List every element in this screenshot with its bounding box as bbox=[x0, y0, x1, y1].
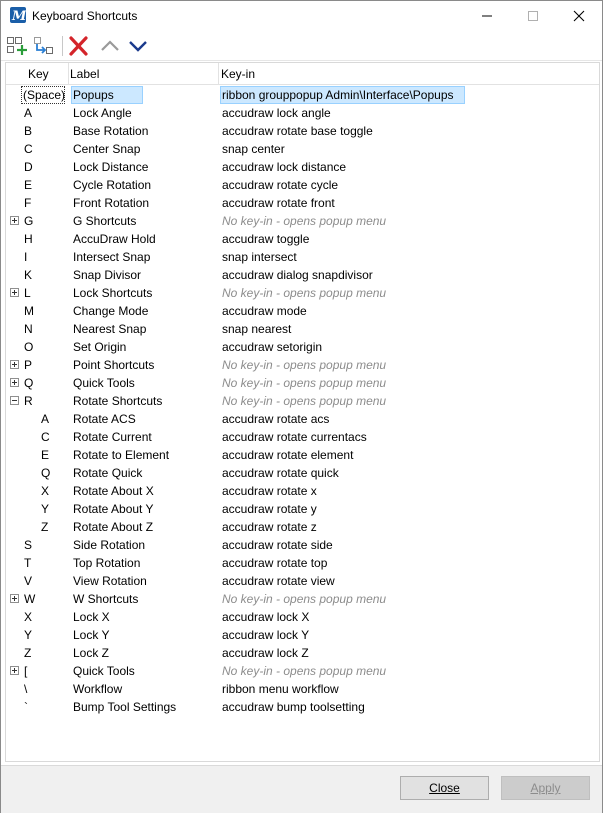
shortcut-key: H bbox=[24, 232, 33, 246]
table-row[interactable] bbox=[6, 104, 599, 122]
table-row[interactable] bbox=[6, 302, 599, 320]
shortcut-keyin: accudraw rotate front bbox=[222, 196, 335, 210]
shortcut-keyin: snap intersect bbox=[222, 250, 297, 264]
shortcut-key: [ bbox=[24, 664, 28, 678]
table-row[interactable] bbox=[6, 662, 599, 680]
microstation-icon bbox=[10, 7, 26, 23]
add-child-shortcut-button[interactable] bbox=[32, 34, 58, 58]
shortcut-label: W Shortcuts bbox=[73, 592, 139, 606]
shortcut-keyin: No key-in - opens popup menu bbox=[222, 376, 387, 390]
shortcut-key: E bbox=[41, 448, 50, 462]
column-header-keyin[interactable]: Key-in bbox=[221, 67, 256, 81]
shortcut-key: A bbox=[24, 106, 33, 120]
shortcut-label: Lock Shortcuts bbox=[73, 286, 153, 300]
shortcut-label: Rotate ACS bbox=[73, 412, 136, 426]
shortcut-keyin: accudraw rotate quick bbox=[222, 466, 339, 480]
shortcut-label: Point Shortcuts bbox=[73, 358, 155, 372]
shortcut-keyin: accudraw lock angle bbox=[222, 106, 331, 120]
shortcut-label: Cycle Rotation bbox=[73, 178, 152, 192]
shortcut-label: Nearest Snap bbox=[73, 322, 147, 336]
expand-icon[interactable] bbox=[10, 288, 19, 297]
shortcut-label: Popups bbox=[73, 88, 114, 102]
shortcut-keyin: ribbon grouppopup Admin\Interface\Popups bbox=[222, 88, 454, 102]
table-row[interactable] bbox=[6, 518, 599, 536]
shortcut-label: Top Rotation bbox=[73, 556, 141, 570]
shortcut-keyin: accudraw lock Y bbox=[222, 628, 310, 642]
table-row[interactable] bbox=[6, 248, 599, 266]
delete-button[interactable] bbox=[66, 34, 92, 58]
shortcut-keyin: No key-in - opens popup menu bbox=[222, 358, 387, 372]
window-title: Keyboard Shortcuts bbox=[32, 9, 138, 23]
shortcut-keyin: No key-in - opens popup menu bbox=[222, 214, 387, 228]
table-row[interactable] bbox=[6, 338, 599, 356]
shortcut-keyin: ribbon menu workflow bbox=[222, 682, 339, 696]
maximize-button[interactable] bbox=[510, 1, 556, 31]
svg-text:M: M bbox=[12, 9, 26, 23]
shortcut-label: Front Rotation bbox=[73, 196, 150, 210]
close-button-label: Close bbox=[429, 781, 460, 795]
shortcut-keyin: accudraw mode bbox=[222, 304, 307, 318]
shortcut-label: Rotate About Z bbox=[73, 520, 154, 534]
shortcut-keyin: accudraw rotate top bbox=[222, 556, 328, 570]
shortcut-key: O bbox=[24, 340, 34, 354]
shortcut-label: G Shortcuts bbox=[73, 214, 137, 228]
shortcut-keyin: accudraw rotate x bbox=[222, 484, 317, 498]
table-row[interactable] bbox=[6, 158, 599, 176]
shortcut-label: Rotate About Y bbox=[73, 502, 154, 516]
shortcut-label: Rotate to Element bbox=[73, 448, 170, 462]
close-icon bbox=[573, 10, 585, 22]
shortcut-key: X bbox=[41, 484, 50, 498]
shortcut-key: T bbox=[24, 556, 32, 570]
shortcut-keyin: accudraw lock Z bbox=[222, 646, 309, 660]
shortcut-label: Side Rotation bbox=[73, 538, 146, 552]
shortcut-keyin: snap nearest bbox=[222, 322, 292, 336]
shortcut-keyin: No key-in - opens popup menu bbox=[222, 394, 387, 408]
apply-button[interactable] bbox=[501, 776, 590, 800]
shortcut-label: Rotate Quick bbox=[73, 466, 143, 480]
minimize-icon bbox=[481, 10, 493, 22]
shortcut-key: Y bbox=[41, 502, 50, 516]
shortcut-key: C bbox=[24, 142, 33, 156]
shortcut-key: Z bbox=[41, 520, 49, 534]
table-row[interactable] bbox=[6, 410, 599, 428]
table-row[interactable] bbox=[6, 608, 599, 626]
table-row[interactable] bbox=[6, 698, 599, 716]
expand-icon[interactable] bbox=[10, 360, 19, 369]
shortcut-key: Z bbox=[24, 646, 32, 660]
shortcut-keyin: accudraw rotate acs bbox=[222, 412, 330, 426]
shortcut-label: Rotate About X bbox=[73, 484, 154, 498]
table-row[interactable] bbox=[6, 482, 599, 500]
table-row[interactable] bbox=[6, 212, 599, 230]
shortcut-label: Set Origin bbox=[73, 340, 127, 354]
table-row[interactable] bbox=[6, 626, 599, 644]
shortcut-key: Q bbox=[24, 376, 34, 390]
shortcut-key: K bbox=[24, 268, 33, 282]
table-row[interactable] bbox=[6, 284, 599, 302]
shortcut-label: View Rotation bbox=[73, 574, 147, 588]
toolbar-separator bbox=[62, 36, 63, 56]
shortcut-keyin: snap center bbox=[222, 142, 285, 156]
shortcut-key: Y bbox=[24, 628, 33, 642]
title-bar[interactable] bbox=[1, 1, 602, 31]
shortcut-key: X bbox=[24, 610, 33, 624]
table-row[interactable] bbox=[6, 554, 599, 572]
shortcut-keyin: accudraw rotate currentacs bbox=[222, 430, 367, 444]
shortcut-keyin: accudraw dialog snapdivisor bbox=[222, 268, 373, 282]
shortcut-key: \ bbox=[24, 682, 28, 696]
shortcut-key: M bbox=[24, 304, 34, 318]
toolbar bbox=[1, 31, 602, 61]
shortcut-keyin: accudraw rotate view bbox=[222, 574, 335, 588]
table-body bbox=[6, 86, 599, 716]
chevron-up-icon bbox=[98, 35, 122, 57]
table-row[interactable] bbox=[6, 572, 599, 590]
apply-button-label: Apply bbox=[530, 781, 561, 795]
shortcut-key: A bbox=[41, 412, 50, 426]
shortcut-key: V bbox=[24, 574, 33, 588]
shortcut-keyin: accudraw rotate side bbox=[222, 538, 333, 552]
shortcut-key: (Space) bbox=[23, 88, 66, 102]
table-row[interactable] bbox=[6, 140, 599, 158]
table-row[interactable] bbox=[6, 266, 599, 284]
shortcut-keyin: No key-in - opens popup menu bbox=[222, 286, 387, 300]
shortcut-label: Quick Tools bbox=[73, 376, 135, 390]
table-row[interactable] bbox=[6, 536, 599, 554]
shortcut-label: Lock X bbox=[73, 610, 110, 624]
move-down-button[interactable] bbox=[125, 34, 151, 58]
shortcut-key: D bbox=[24, 160, 33, 174]
table-row[interactable] bbox=[6, 122, 599, 140]
shortcut-label: Base Rotation bbox=[73, 124, 149, 138]
expand-icon[interactable] bbox=[10, 594, 19, 603]
minimize-button[interactable] bbox=[464, 1, 510, 31]
shortcut-key: F bbox=[24, 196, 32, 210]
table-row[interactable] bbox=[6, 176, 599, 194]
shortcut-keyin: accudraw rotate element bbox=[222, 448, 354, 462]
column-divider[interactable] bbox=[218, 63, 219, 85]
shortcut-label: Bump Tool Settings bbox=[73, 700, 177, 714]
shortcut-key: B bbox=[24, 124, 33, 138]
shortcut-label: Lock Y bbox=[73, 628, 110, 642]
shortcut-keyin: No key-in - opens popup menu bbox=[222, 664, 387, 678]
shortcut-key: L bbox=[24, 286, 31, 300]
shortcuts-table bbox=[5, 62, 600, 762]
dialog-footer bbox=[1, 765, 602, 813]
table-row[interactable] bbox=[6, 356, 599, 374]
shortcut-key: E bbox=[24, 178, 33, 192]
shortcut-label: Rotate Shortcuts bbox=[73, 394, 163, 408]
shortcut-label: Lock Distance bbox=[73, 160, 149, 174]
maximize-icon bbox=[527, 10, 539, 22]
table-row[interactable] bbox=[6, 230, 599, 248]
shortcut-keyin: accudraw rotate z bbox=[222, 520, 317, 534]
move-up-button[interactable] bbox=[97, 34, 123, 58]
table-row[interactable] bbox=[6, 428, 599, 446]
shortcut-key: I bbox=[24, 250, 28, 264]
shortcut-label: Center Snap bbox=[73, 142, 141, 156]
table-row[interactable] bbox=[6, 86, 599, 104]
shortcut-keyin: accudraw lock X bbox=[222, 610, 310, 624]
shortcut-key: Q bbox=[41, 466, 51, 480]
expand-icon[interactable] bbox=[10, 666, 19, 675]
shortcut-label: Lock Z bbox=[73, 646, 110, 660]
expand-icon[interactable] bbox=[10, 216, 19, 225]
close-window-button[interactable] bbox=[556, 1, 602, 31]
shortcut-label: Quick Tools bbox=[73, 664, 135, 678]
table-row[interactable] bbox=[6, 644, 599, 662]
table-row[interactable] bbox=[6, 374, 599, 392]
shortcut-keyin: accudraw rotate cycle bbox=[222, 178, 339, 192]
shortcut-label: Lock Angle bbox=[73, 106, 132, 120]
shortcut-keyin: No key-in - opens popup menu bbox=[222, 592, 387, 606]
shortcut-label: Workflow bbox=[73, 682, 123, 696]
shortcut-label: Snap Divisor bbox=[73, 268, 142, 282]
table-row[interactable] bbox=[6, 446, 599, 464]
shortcut-keyin: accudraw rotate base toggle bbox=[222, 124, 373, 138]
collapse-icon[interactable] bbox=[10, 396, 19, 405]
table-row[interactable] bbox=[6, 392, 599, 410]
shortcut-keyin: accudraw lock distance bbox=[222, 160, 347, 174]
table-header bbox=[6, 63, 599, 85]
table-row[interactable] bbox=[6, 500, 599, 518]
shortcut-key: S bbox=[24, 538, 33, 552]
table-row[interactable] bbox=[6, 194, 599, 212]
shortcut-key: ` bbox=[24, 700, 28, 714]
shortcut-key: P bbox=[24, 358, 33, 372]
shortcut-keyin: accudraw bump toolsetting bbox=[222, 700, 365, 714]
shortcut-key: W bbox=[24, 592, 36, 606]
shortcut-keyin: accudraw setorigin bbox=[222, 340, 323, 354]
shortcut-label: Rotate Current bbox=[73, 430, 152, 444]
expand-icon[interactable] bbox=[10, 378, 19, 387]
shortcut-keyin: accudraw rotate y bbox=[222, 502, 317, 516]
shortcut-keyin: accudraw toggle bbox=[222, 232, 310, 246]
add-child-shortcut-icon bbox=[33, 35, 57, 57]
shortcut-label: Change Mode bbox=[73, 304, 149, 318]
column-divider[interactable] bbox=[68, 63, 69, 85]
shortcut-label: Intersect Snap bbox=[73, 250, 151, 264]
table-row[interactable] bbox=[6, 464, 599, 482]
shortcut-key: N bbox=[24, 322, 33, 336]
shortcut-key: G bbox=[24, 214, 34, 228]
column-header-key[interactable]: Key bbox=[28, 67, 49, 81]
column-header-label[interactable]: Label bbox=[70, 67, 100, 81]
add-shortcut-icon bbox=[6, 35, 30, 57]
close-button[interactable] bbox=[400, 776, 489, 800]
shortcut-label: AccuDraw Hold bbox=[73, 232, 156, 246]
add-shortcut-button[interactable] bbox=[5, 34, 31, 58]
table-row[interactable] bbox=[6, 320, 599, 338]
shortcut-key: C bbox=[41, 430, 50, 444]
table-row[interactable] bbox=[6, 680, 599, 698]
chevron-down-icon bbox=[126, 35, 150, 57]
table-row[interactable] bbox=[6, 590, 599, 608]
delete-icon bbox=[67, 35, 91, 57]
shortcut-key: R bbox=[24, 394, 33, 408]
